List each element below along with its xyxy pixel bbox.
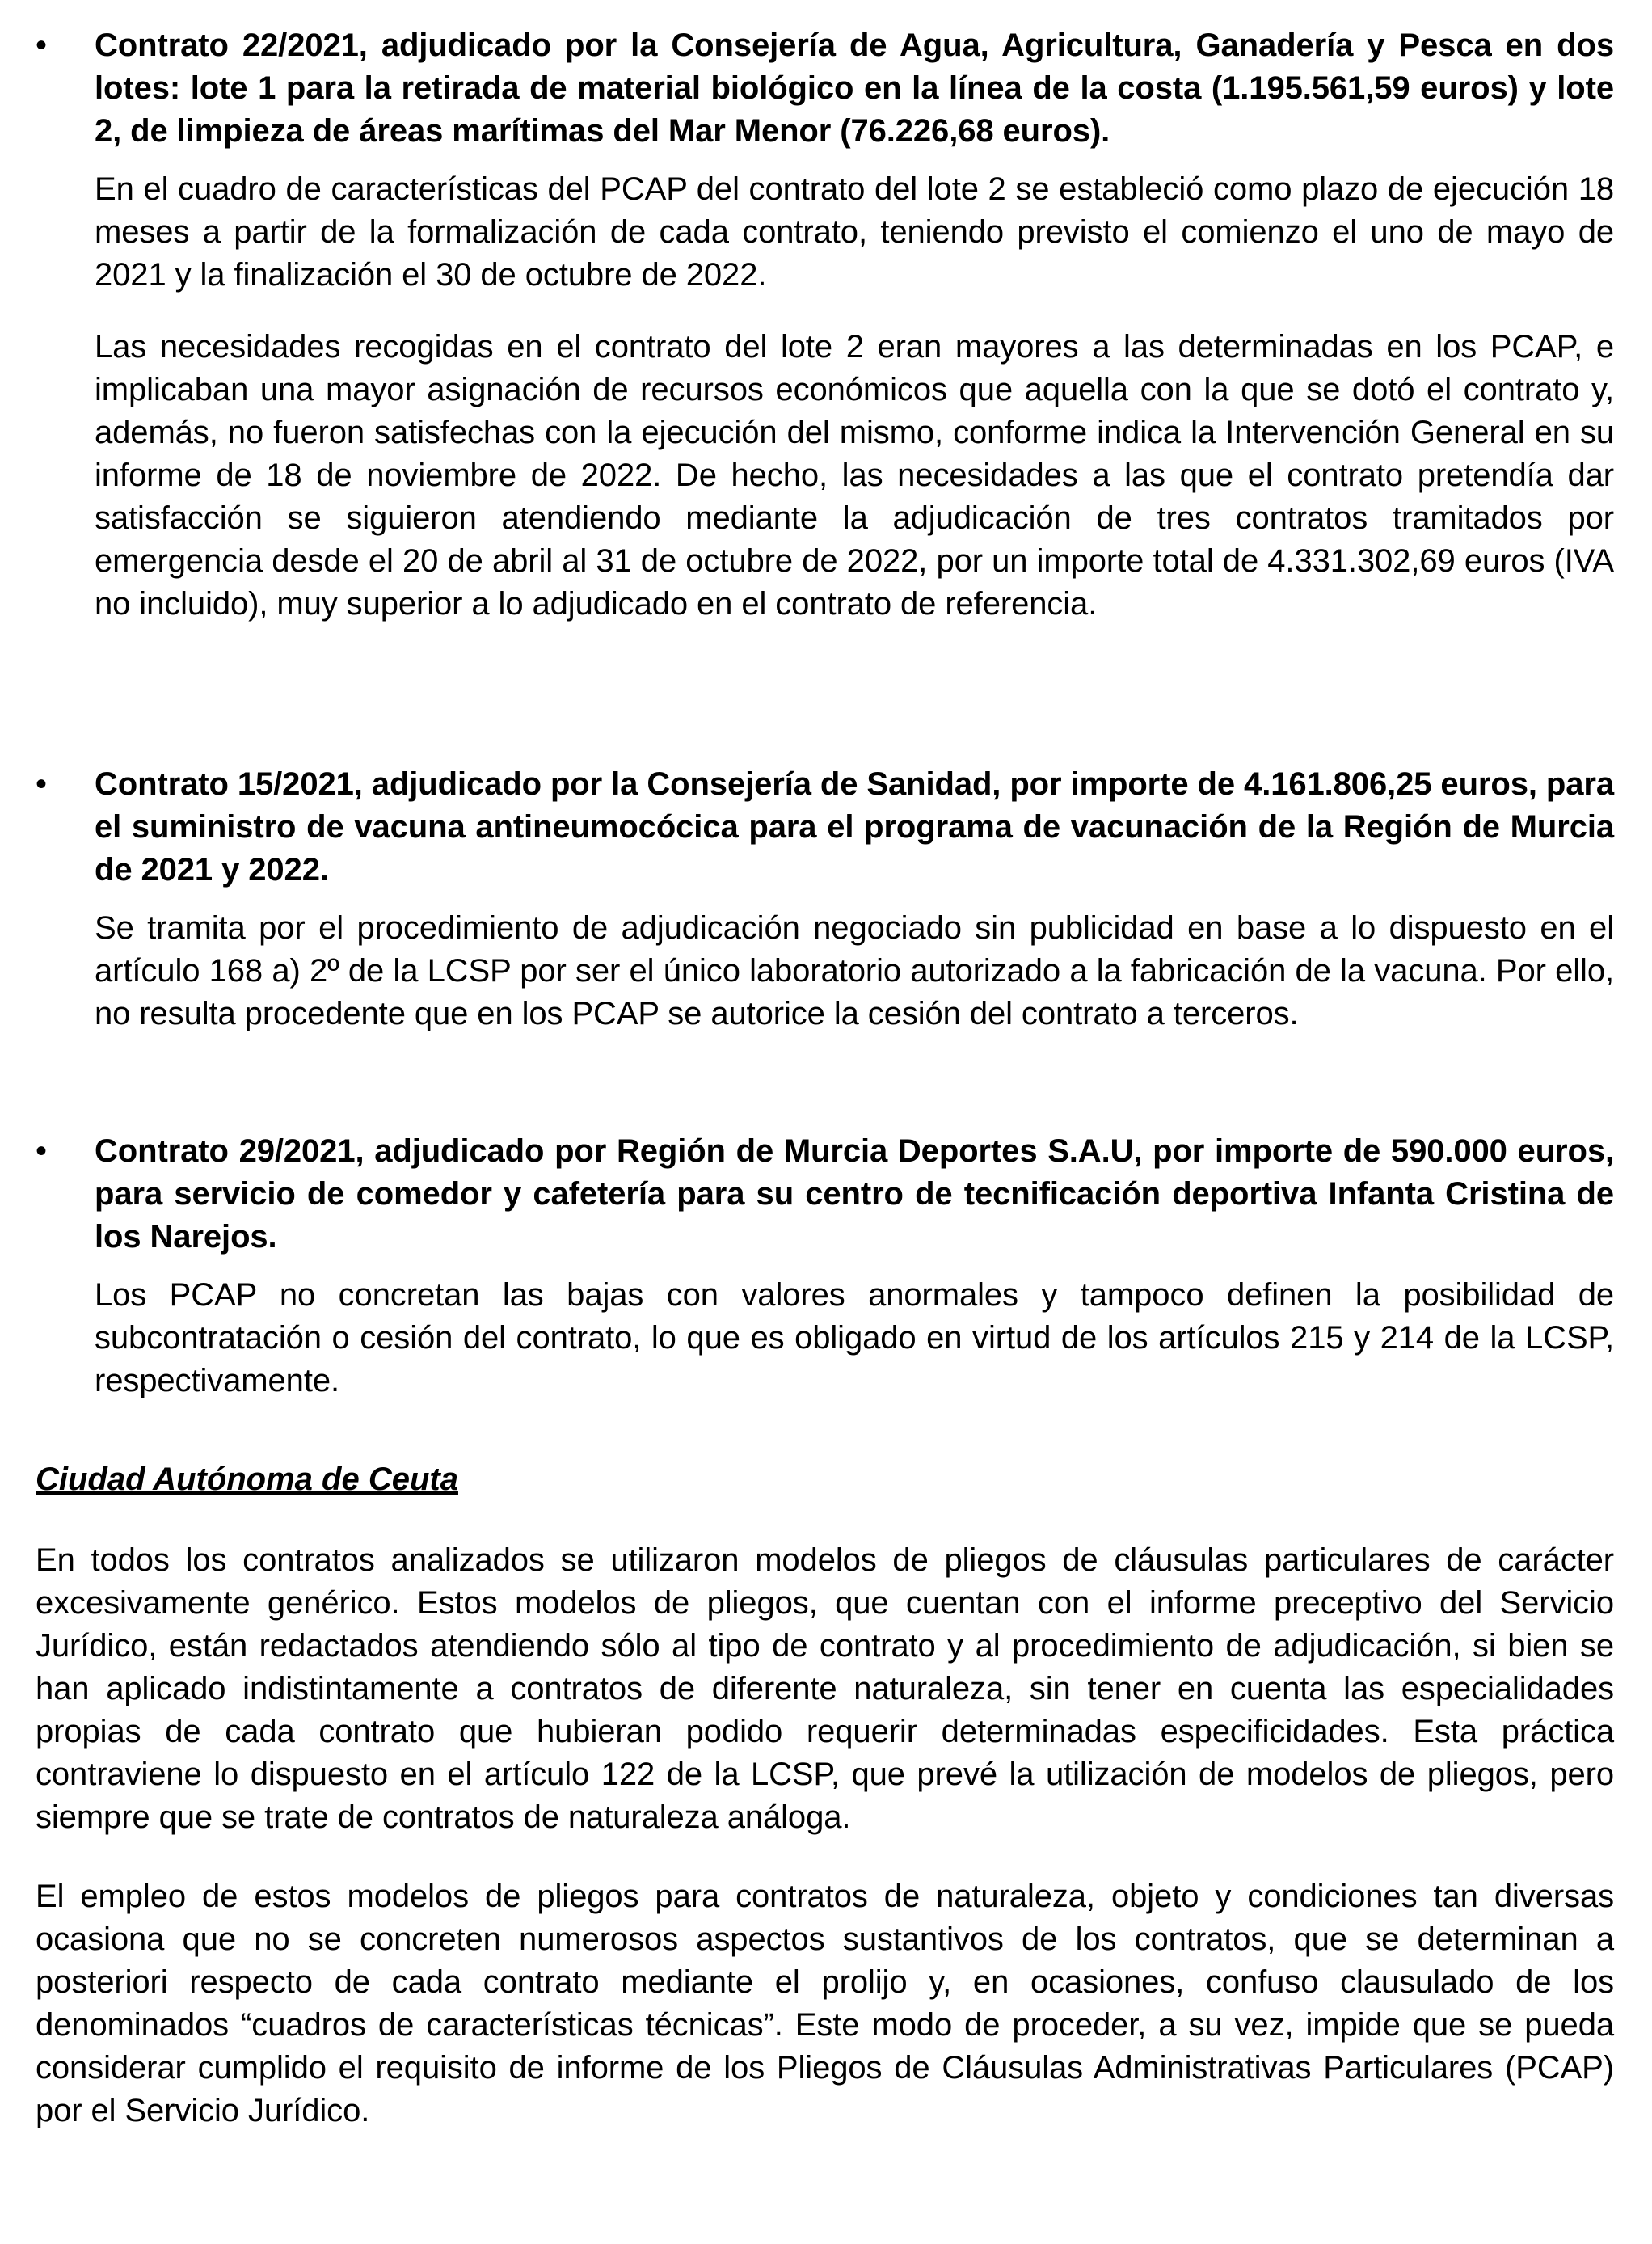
contract-item-29-2021 <box>0 1130 1614 1402</box>
contract-paragraph: En el cuadro de características del PCAP del contrato del lote 2 se estableció como plazo de ejecución 18 meses a partir de la formalización de cada contrato, teniendo previsto el comienzo el uno de mayo de 2021 y la finalización el 30 de octubre de 2022. <box>95 171 1614 293</box>
contract-paragraph: Las necesidades recogidas en el contrato del lote 2 eran mayores a las determinadas en los PCAP, e implicaban una mayor asignación de recursos económicos que aquella con la que se dotó el contrato y, además, no fueron satisfechas con la ejecución del mismo, conforme indica la Intervención General en su informe de 18 de noviembre de 2022. De hecho, las necesidades a las que el contrato pretendía dar satisfacción se siguieron atendiendo mediante la adjudicación de tres contratos tramitados por emergencia desde el 20 de abril al 31 de octubre de 2022, por un importe total de 4.331.302,69 euros (IVA no incluido), muy superior a lo adjudicado en el contrato de referencia. <box>95 329 1614 622</box>
contract-item-15-2021 <box>0 763 1614 1036</box>
contract-heading: Contrato 29/2021, adjudicado por Región de Murcia Deportes S.A.U, por importe de 590.000 euros, para servicio de comedor y cafetería para su centro de tecnificación deportiva Infanta Cristina de los Narejos. <box>95 1133 1614 1255</box>
bullet-marker: • <box>36 766 48 802</box>
contract-paragraph: Los PCAP no concretan las bajas con valores anormales y tampoco definen la posibilidad de subcontratación o cesión del contrato, lo que es obligado en virtud de los artículos 215 y 214 de la LCSP, respectivamente. <box>95 1277 1614 1398</box>
bullet-marker: • <box>36 1133 48 1169</box>
contract-heading: Contrato 22/2021, adjudicado por la Consejería de Agua, Agricultura, Ganadería y Pesca en dos lotes: lote 1 para la retirada de material biológico en la línea de la costa (1.195.561,59 euros) y lote 2, de limpieza de áreas marítimas del Mar Menor (76.226,68 euros). <box>95 27 1614 149</box>
contract-item-22-2021 <box>0 24 1614 626</box>
section-title: Ciudad Autónoma de Ceuta <box>36 1462 458 1497</box>
contract-paragraph: Se tramita por el procedimiento de adjudicación negociado sin publicidad en base a lo dispuesto en el artículo 168 a) 2º de la LCSP por ser el único laboratorio autorizado a la fabricación de la vacuna. Por ello, no resulta procedente que en los PCAP se autorice la cesión del contrato a terceros. <box>95 910 1614 1031</box>
bullet-marker: • <box>36 27 48 63</box>
contract-heading: Contrato 15/2021, adjudicado por la Consejería de Sanidad, por importe de 4.161.806,25 euros, para el suministro de vacuna antineumocócica para el programa de vacunación de la Región de Murcia de 2021 y 2022. <box>95 766 1614 888</box>
section-paragraph: El empleo de estos modelos de pliegos para contratos de naturaleza, objeto y condiciones tan diversas ocasiona que no se concreten numerosos aspectos sustantivos de los contratos, que se determinan a posteriori respecto de cada contrato mediante el prolijo y, en ocasiones, confuso clausulado de los denominados “cuadros de características técnicas”. Este modo de proceder, a su vez, impide que se pueda considerar cumplido el requisito de informe de los Pliegos de Cláusulas Administrativas Particulares (PCAP) por el Servicio Jurídico. <box>36 1879 1614 2128</box>
section-paragraph: En todos los contratos analizados se utilizaron modelos de pliegos de cláusulas particulares de carácter excesivamente genérico. Estos modelos de pliegos, que cuentan con el informe preceptivo del Servicio Jurídico, están redactados atendiendo sólo al tipo de contrato y al procedimiento de adjudicación, si bien se han aplicado indistintamente a contratos de diferente naturaleza, sin tener en cuenta las especialidades propias de cada contrato que hubieran podido requerir determinadas especificidades. Esta práctica contraviene lo dispuesto en el artículo 122 de la LCSP, que prevé la utilización de modelos de pliegos, pero siempre que se trate de contratos de naturaleza análoga. <box>36 1542 1614 1835</box>
